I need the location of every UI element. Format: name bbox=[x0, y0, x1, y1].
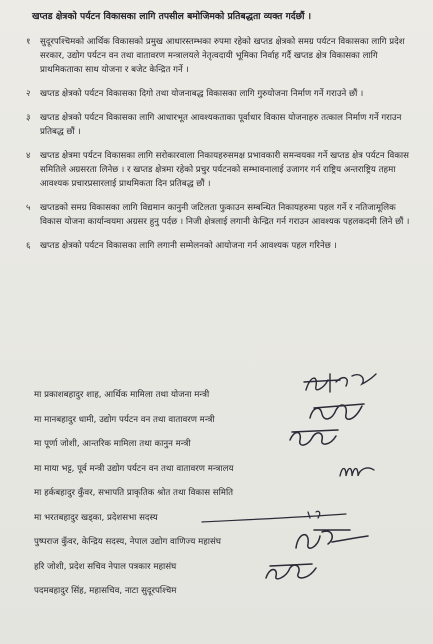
commitment-item bbox=[26, 239, 417, 253]
signature-pushpa bbox=[292, 526, 372, 556]
signatory-name: पदमबहादुर सिंह, महासचिव, नाटा सुदूरपश्चिम bbox=[34, 586, 177, 596]
signatory-name: मा मानबहादुर धामी, उद्योग पर्यटन वन तथा वातावरण मन्त्री bbox=[34, 414, 215, 425]
signatory-name: मा माया भट्ट, पूर्व मन्त्री उद्योग पर्यटन वन तथा वातावरण मन्त्रालय bbox=[34, 463, 234, 474]
item-number: ५ bbox=[26, 203, 31, 213]
item-number: १ bbox=[26, 37, 31, 47]
signatory-name: पुष्पराज कुँवर, केन्द्रिय सदस्य, नेपाल उद्योग वाणिज्य महासंघ bbox=[34, 537, 221, 547]
item-text: सुदूरपश्चिमको आर्थिक विकासको प्रमुख आधारस्तम्भका रुपमा रहेको खप्तड क्षेत्रको समग्र पर्यटन विकासका लागि प्रदेश सरकार, उद्योग पर्यटन वन तथा वातावरण मन्त्रालयले नेतृत्वदायी भूमिका निर्वाह गर्दै खप्तड क्षेत्र विकासका लागि प्राथमिकताका साथ योजना र बजेट केन्द्रित गर्ने । bbox=[40, 37, 405, 75]
item-number: ६ bbox=[26, 241, 31, 251]
item-number: ४ bbox=[26, 151, 31, 161]
item-text: खप्तड क्षेत्रमा पर्यटन विकासका लागि सरोकारवाला निकायहरुसमक्ष प्रभावकारी समन्वयका गर्ने खप्तड क्षेत्र पर्यटन विकास समितिले अग्रसरता लिनेछ । र खप्तड क्षेत्रमा रहेको प्रचुर पर्यटनको सम्भावनालाई उजागर गर्न राष्ट्रिय अन्तराष्ट्रिय तहमा आवश्यक प्रचारप्रसारलाई प्राथमिकता दिन प्रतिबद्ध छौं । bbox=[40, 151, 409, 189]
signatory-name: मा भरतबहादुर खड्का, प्रदेशसभा सदस्य bbox=[34, 512, 158, 523]
item-number: २ bbox=[26, 89, 31, 99]
commitment-item bbox=[26, 111, 417, 139]
signatory-name: मा हर्कबहादुर कुँवर, सभापति प्राकृतिक श्रोत तथा विकास समिति bbox=[34, 488, 234, 498]
item-text: खप्तड क्षेत्रको पर्यटन विकासका लागि आधारभूत आवश्यकताका पूर्वाधार विकास योजनाहरु तत्काल निर्माण गर्ने गराउन प्रतिबद्ध छौं । bbox=[40, 113, 402, 137]
item-text: खप्तडको समग्र विकासका लागि विद्यमान कानुनी जटिलता फुकाउन सम्बन्धित निकायहरुमा पहल गर्ने र नतिजामूलिक विकास योजना कार्यान्वयमा अग्रसर हुनु पर्दछ । निजी क्षेत्रलाई लगानी केन्द्रित गर्न गराउन आवश्यक पहलकदमी लिने छौं । bbox=[40, 203, 410, 227]
signature-bharat bbox=[200, 508, 350, 526]
item-number: ३ bbox=[26, 113, 31, 123]
item-text: खप्तड क्षेत्रको पर्यटन विकासका दिगो तथा योजनाबद्ध विकासका लागि गुरुयोजना निर्माण गर्ने गराउने छौं । bbox=[40, 89, 364, 99]
signatory-line bbox=[34, 585, 423, 610]
signatory-name: हरि जोशी, प्रदेश सचिव नेपाल पत्रकार महासंघ bbox=[34, 561, 177, 572]
item-text: खप्तड क्षेत्रको पर्यटन विकासका लागि लगानी सम्मेलनको आयोजना गर्न आवश्यक पहल गरिनेछ । bbox=[40, 241, 337, 251]
signature-purna bbox=[286, 424, 346, 450]
signature-maya bbox=[338, 462, 378, 480]
commitment-item bbox=[26, 201, 417, 229]
commitment-item bbox=[26, 35, 417, 77]
signatory-name: मा पूर्णा जोशी, आन्तरिक मामिला तथा कानुन मन्त्री bbox=[34, 439, 191, 449]
commitment-item bbox=[26, 149, 417, 191]
commitment-item bbox=[26, 87, 417, 101]
signatory-line bbox=[34, 438, 423, 463]
signature-hari bbox=[262, 560, 322, 584]
signature-prakash bbox=[300, 368, 380, 398]
signatory-line bbox=[34, 561, 423, 586]
commitment-list bbox=[26, 35, 417, 253]
signatory-name: मा प्रकाशबहादुर शाह, आर्थिक मामिला तथा योजना मन्त्री bbox=[34, 390, 210, 400]
document-title: खप्तड क्षेत्रको पर्यटन विकासका लागि तपसील बमोजिमको प्रतिबद्धता व्यक्त गर्दछौं । bbox=[32, 11, 312, 22]
